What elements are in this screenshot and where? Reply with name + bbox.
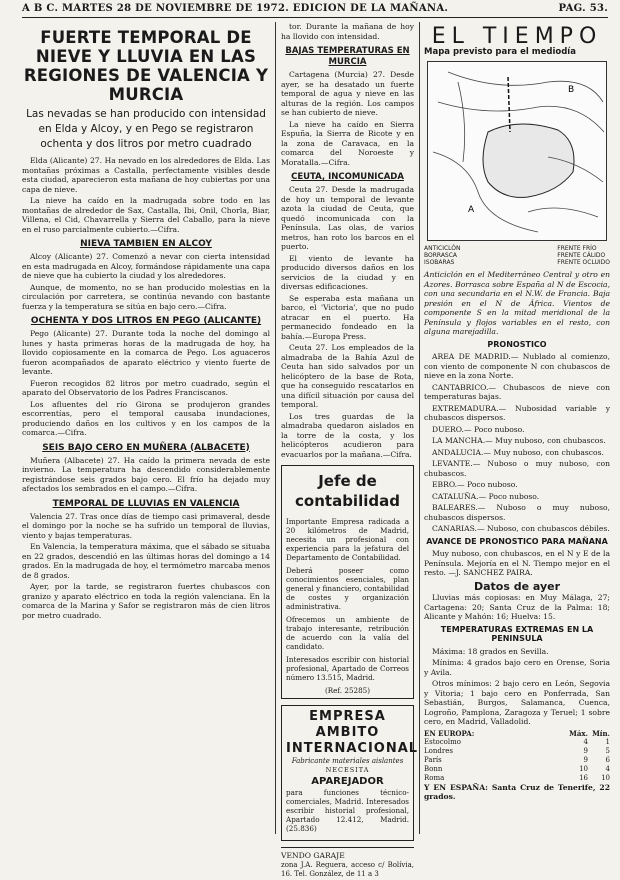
article-paragraph: Aunque, de momento, no se han producido molestias en la circulación por carretera, se continúa nevando con bastante fuerza y la temperatura se sitúa en bajo cero.—Cifra. [22,282,270,311]
article-paragraph: tor. Durante la mañana de hoy ha llovido con intensidad. [281,22,414,41]
article-paragraph: Se esperaba esta mañana un barco, el 'Victoria', que no pudo atracar en el puerto. Ha permanecido fondeado en la bahía.—Europa Press. [281,293,414,341]
article-paragraph: Los afluentes del río Girona se produjeron grandes escorrentías, pero el temporal causaba inundaciones, produciendo daños en los cultivos y en los campos de la comarca.—Cifra. [22,399,270,437]
forecast-zone: BALEARES.— Nuboso o muy nuboso, chubascos dispersos. [424,503,610,522]
ad-company-line2: INTERNACIONAL [286,741,419,756]
article-paragraph: Muñera (Albacete) 27. Ha caído la primera nevada de este invierno. La temperatura ha descendido considerablemente registrándose seis grados bajo cero. El frío ha dejado muy afectados los sembrados en el campo.—Cifra. [22,455,270,493]
article-paragraph: Valencia 27. Tras once días de tiempo casi primaveral, desde el domingo por la noche se ha sufrido un temporal de lluvias, viento y bajas temperaturas. [22,511,270,540]
column-header-max: Máx. [569,728,588,738]
max-temp: Máxima: 18 grados en Sevilla. [432,646,549,656]
forecast-zone: DUERO.— Poco nuboso. [432,424,525,434]
table-row: Roma 16 10 [424,773,610,782]
table-row: Bonn 10 4 [424,764,610,773]
advance-forecast-title: AVANCE DE PRONOSTICO PARA MAÑANA [426,536,608,546]
column-rule-1 [275,22,276,834]
forecast-zone: CATALUÑA.— Poco nuboso. [432,491,540,501]
ad-needs: NECESITA [325,766,370,774]
subheading-pego: OCHENTA Y DOS LITROS EN PEGO (ALICANTE) [30,316,262,326]
column-rule-2 [419,22,420,834]
article-paragraph: Ayer, por la tarde, se registraron fuertes chubascos con granizo y aparato eléctrico en toda la región valenciana. En la comarca de la Marina y Safor se registraron más de cien litros por metro cuadrado. [22,582,270,620]
column-right-weather [424,22,610,834]
weather-description: Anticiclón en el Mediterráneo Central y otro en Azores. Borrasca sobre España al N de Escocia, con una secundaria en el N.W. de Francia. Baja presión en el N de África. Vientos de componente S en la mitad meridional de la Península y flojos variables en el resto, con alguna marejadilla. [424,270,610,336]
column-middle [281,22,419,878]
main-headline: FUERTE TEMPORAL DE NIEVE Y LLUVIA EN LAS REGIONES DE VALENCIA Y MURCIA [23,28,269,104]
ad-title: Jefe de contabilidad [295,472,400,510]
article-paragraph: Fueron recogidos 82 litros por metro cuadrado, según el aparato del Observatorio de los Padres Franciscanos. [22,378,270,397]
table-row: Londres 9 5 [424,746,610,755]
forecast-zone: EXTREMADURA.— Nubosidad variable y chubascos dispersos. [424,403,610,422]
legend-low: BORRASCA [424,252,458,259]
article-paragraph: Alcoy (Alicante) 27. Comenzó a nevar con cierta intensidad en esta madrugada en Alcoy, formándose rápidamente una capa de nieve que ha cubierto la ciudad y los alrededores. [22,252,270,280]
subheading-valencia: TEMPORAL DE LLUVIAS EN VALENCIA [52,498,240,509]
spain-max-note: Y EN ESPAÑA: Santa Cruz de Tenerife, 22 grados. [424,782,610,801]
classified-ad-surveyor [281,705,419,841]
map-legend [424,245,610,266]
ad-company-line1: EMPRESA AMBITO [309,709,386,740]
legend-isobars: ISOBARAS [424,259,455,266]
table-row: Estocolmo 4 1 [424,737,610,746]
article-paragraph: El viento de levante ha producido diversos daños en los servicios de la ciudad y en diversas edificaciones. [281,253,414,291]
subheading-alcoy: NIEVA TAMBIEN EN ALCOY [80,239,212,249]
map-pressure-label: A [468,205,475,215]
map-pressure-label: B [568,85,575,95]
advance-forecast-text: Muy nuboso, con chubascos, en el N y E de la Península. Mejoría en el N. Tiempo mejor en el resto. —J. SANCHEZ PAIRA. [424,549,610,577]
forecast-zone: ANDALUCIA.— Muy nuboso, con chubascos. [432,447,604,457]
article-paragraph: Cartagena (Murcia) 27. Desde ayer, se ha desatado un fuerte temporal de agua y nieve en las alturas de la región. Los campos se han cubierto de nieve. [281,70,414,117]
forecast-zone: EBRO.— Poco nuboso. [432,480,518,489]
ad-text: Ofrecemos un ambiente de trabajo interesante, retribución de acuerdo con la valía del candidato. [286,615,409,651]
article-paragraph: Los tres guardas de la almadraba quedaron aislados en la torre de la costa, y los helicópteros acudieron para evacuarlos por la mañana.—Cifra. [281,411,414,459]
subheading-murcia: BAJAS TEMPERATURAS EN MURCIA [285,46,410,67]
article-paragraph: La nieve ha caído en la madrugada sobre todo en las montañas de alrededor de Sax, Castalla, Ibi, Onil, Chorla, Biar, Villena, el Cid, Chavarrella y Sierra del Caballo, para la nieve en el ruso parcialmente cubierto.—Cifra. [22,196,270,234]
article-paragraph: Ceuta 27. Los empleados de la almadraba de la Bahía Azul de Ceuta han sido salvados por un helicóptero de la base de Rota, que ha conseguido rescatarlos en una difícil situación por causa del temporal. [281,343,414,409]
europe-temperature-table [424,729,610,783]
rainfall-data: Lluvias más copiosas: en Muy Málaga, 27; Cartagena: 20; Santa Cruz de la Palma: 18; Alicante y Mahón: 16; Huelva: 15. [424,593,610,621]
forecast-zone: CANTABRICO.— Chubascos de nieve con temperaturas bajas. [424,382,610,401]
legend-cold-front: FRENTE FRÍO [557,245,597,252]
ad-text: para funciones técnico-comerciales, Madrid. Interesados escribir historial profesional, Apartado 12.412, Madrid. (25.836) [286,788,409,833]
ad-text: zona J.A. Reguera, acceso c/ Bolívia, 16. Tel. González, de 11 a 3 [281,860,414,878]
min-temp: Mínima: 4 grados bajo cero en Orense, Soria y Avila. [424,658,610,677]
forecast-zone: LA MANCHA.— Muy nuboso, con chubascos. [432,436,606,445]
article-paragraph: Elda (Alicante) 27. Ha nevado en los alrededores de Elda. Las montañas próximas a Castalla, perfectamente visibles desde esta ciudad, aparecieron esta mañana de hoy cubiertas por una capa de nieve. [22,156,270,194]
article-paragraph: La nieve ha caído en Sierra Espuña, la Sierra de Ricote y en la zona de Caravaca, en la comarca del Noroeste y Moratalla.—Cifra. [281,119,414,167]
weather-map [427,61,607,241]
table-heading: EN EUROPA: [424,728,475,738]
column-header-min: Mín. [592,728,610,738]
other-minimums: Otros mínimos: 2 bajo cero en León, Segovia y Vitoria; 1 bajo cero en Ponferrada, San Sebastián, Burgos, Salamanca, Cuenca, Logroño, Pamplona, Zaragoza y Teruel; 1 sobre cero, en Madrid, Valladolid. [424,679,610,726]
ad-text: Interesados escribir con historial profesional, Apartado de Correos número 13.515, Madrid. [286,655,409,682]
article-paragraph: Pego (Alicante) 27. Durante toda la noche del domingo al lunes y hasta primeras horas de la madrugada de hoy, ha llovido copiosamente en la comarca de Pego. Los aguaceros fueron acompañados de aparato eléctrico y viento fuerte de levante. [22,329,270,376]
page-number: PAG. 53. [558,3,608,14]
article-paragraph: En Valencia, la temperatura máxima, que el sábado se situaba en 22 grados, descendió en las últimas horas del domingo a 14 grados. En la madrugada de hoy, el termómetro marcaba menos de 8 grados. [22,542,270,580]
legend-occluded-front: FRENTE OCLUIDO [557,259,610,266]
forecast-zone: AREA DE MADRID.— Nublado al comienzo, con viento de componente N con chubascos de nieve en la zona Norte. [424,352,610,380]
article-paragraph: Ceuta 27. Desde la madrugada de hoy un temporal de levante azota la ciudad de Ceuta, que quedó incomunicada con la Península. Las olas, de varios metros, han roto los barcos en el puerto. [281,185,414,251]
legend-warm-front: FRENTE CÁLIDO [557,252,606,259]
table-row: París 9 6 [424,755,610,764]
extreme-temps-title: TEMPERATURAS EXTREMAS EN LA PENINSULA [440,624,594,643]
headline-deck: Las nevadas se han producido con intensidad en Elda y Alcoy, y en Pego se registraron ochenta y dos litros por metro cuadrado [26,108,266,150]
weather-title: EL TIEMPO [431,24,603,49]
subheading-munera: SEIS BAJO CERO EN MUÑERA (ALBACETE) [42,442,250,453]
legend-anticyclone: ANTICICLÓN [424,245,461,252]
classified-ad-accountant [281,465,414,699]
ad-reference: (Ref. 25285) [324,686,371,695]
forecast-zone: LEVANTE.— Nuboso o muy nuboso, con chubascos. [424,459,610,478]
forecast-zone: CANARIAS.— Nuboso, con chubascos débiles. [432,524,610,533]
subheading-ceuta: CEUTA, INCOMUNICADA [291,172,404,182]
forecast-title: PRONOSTICO [487,339,547,349]
ad-company-desc: Fabricante materiales aislantes [291,757,404,765]
ad-position: APAREJADOR [311,776,384,787]
header-dateline: A B C. MARTES 28 DE NOVIEMBRE DE 1972. EDICION DE LA MAÑANA. [22,3,449,14]
column-left [22,22,270,834]
page-header [22,3,608,18]
yesterday-data-title: Datos de ayer [473,579,561,593]
ad-title: VENDO GARAJE [281,851,345,860]
ad-text: Deberá poseer como conocimientos esenciales, plan general y financiero, contabilidad de costes y organización administrativa. [286,566,409,611]
weather-subtitle: Mapa previsto para el mediodía [424,46,576,57]
classified-ad-garage [281,847,414,880]
ad-text: Importante Empresa radicada a 20 kilómetros de Madrid, necesita un profesional con experiencia para la jefatura del Departamento de Contabilidad. [286,517,409,562]
